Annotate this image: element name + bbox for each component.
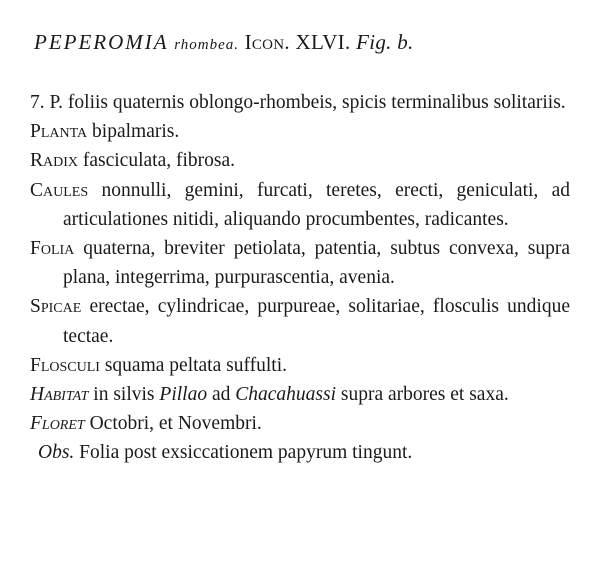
spicae-text: erectae, cylindricae, purpureae, solitariae, flosculis undique tectae. xyxy=(63,296,570,347)
genus-name: PEPEROMIA xyxy=(34,30,169,54)
species-name: rhombea. xyxy=(174,37,239,53)
habitat-text-1: in silvis xyxy=(93,384,155,406)
radix-entry xyxy=(30,146,570,175)
observation-entry xyxy=(30,438,570,467)
folia-label: Folia xyxy=(30,238,75,260)
planta-text: bipalmaris. xyxy=(92,121,180,143)
floret-label: Floret xyxy=(30,413,85,435)
habitat-text-3: supra arbores et saxa. xyxy=(340,384,509,406)
spicae-entry xyxy=(30,292,570,350)
obs-label: Obs. xyxy=(38,442,75,464)
habitat-place-2: Chacahuassi xyxy=(235,384,336,406)
flosculi-label: Flosculi xyxy=(30,354,100,376)
folia-text: quaterna, breviter petiolata, patentia, subtus convexa, supra plana, integerrima, purpurascentia, avenia. xyxy=(63,238,570,289)
plate-reference: Icon. XLVI. xyxy=(244,30,351,54)
caules-text: nonnulli, gemini, furcati, teretes, erecti, geniculati, ad articulationes nitidi, aliquando procumbentes, radicantes. xyxy=(63,179,571,230)
diagnosis-text: P. foliis quaternis oblongo-rhombeis, spicis terminalibus solitariis. xyxy=(49,92,566,113)
figure-reference: Fig. b. xyxy=(356,30,414,54)
planta-label: Planta xyxy=(30,121,88,143)
species-number: 7. xyxy=(30,92,45,113)
diagnosis-entry xyxy=(30,88,570,117)
obs-text: Folia post exsiccationem papyrum tingunt. xyxy=(79,442,413,464)
planta-entry xyxy=(30,117,570,146)
floret-text: Octobri, et Novembri. xyxy=(89,413,262,435)
floret-entry xyxy=(30,409,570,438)
radix-label: Radix xyxy=(30,150,78,172)
caules-entry xyxy=(30,176,570,234)
page-title xyxy=(34,30,594,55)
habitat-text-2: ad xyxy=(211,384,231,406)
habitat-entry xyxy=(30,380,570,409)
flosculi-text: squama peltata suffulti. xyxy=(104,354,287,376)
caules-label: Caules xyxy=(30,179,89,201)
folia-entry xyxy=(30,234,570,292)
habitat-label: Habitat xyxy=(30,384,89,406)
spicae-label: Spicae xyxy=(30,296,82,318)
habitat-place-1: Pillao xyxy=(159,384,208,406)
species-description xyxy=(30,88,570,468)
flosculi-entry xyxy=(30,351,570,380)
radix-text: fasciculata, fibrosa. xyxy=(82,150,236,172)
